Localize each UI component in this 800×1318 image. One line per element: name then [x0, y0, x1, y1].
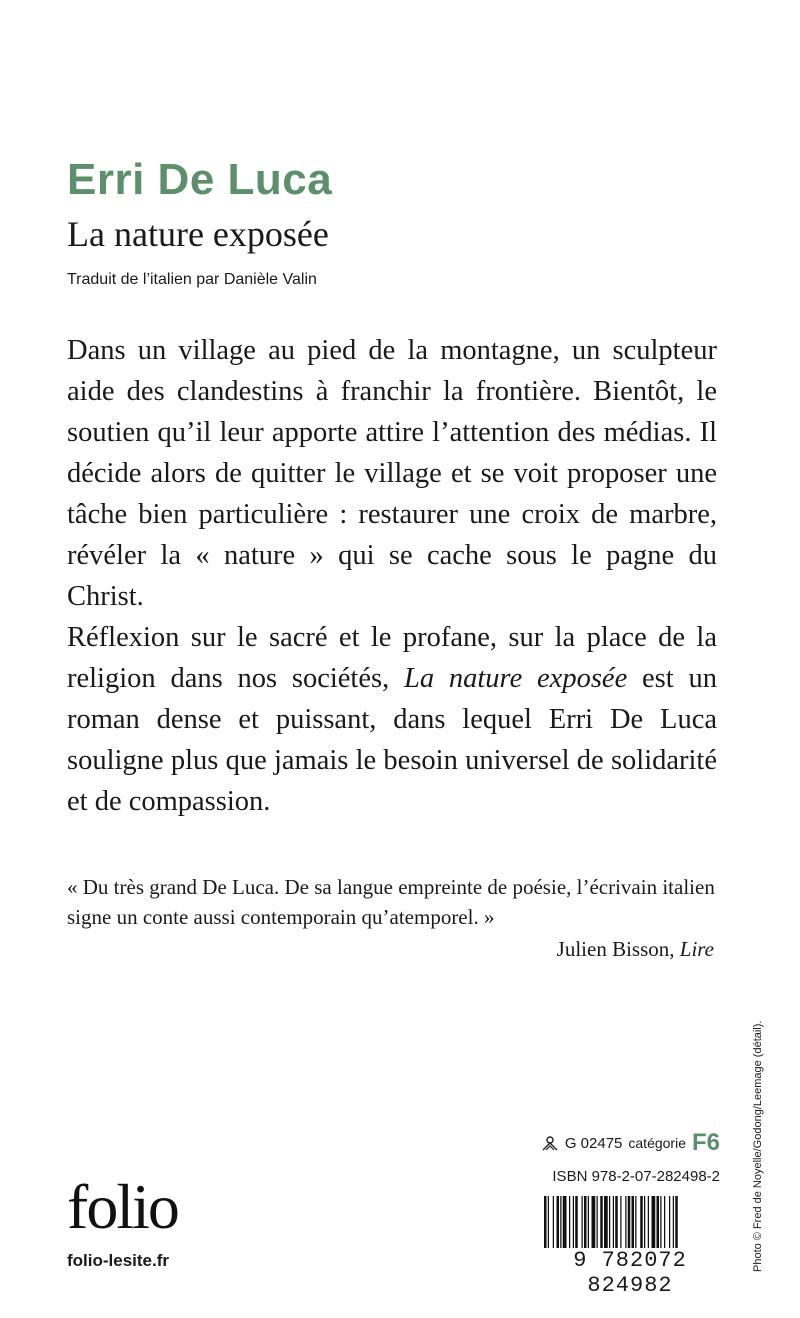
barcode-bar	[625, 1196, 626, 1248]
quote-source-name: Julien Bisson,	[556, 937, 680, 961]
author-name: Erri De Luca	[67, 155, 333, 204]
blurb-p2-end: est un roman dense et puissant, dans lequel Erri De Luca souligne plus que jamais le besoin universel de solidarité et de compassion.	[67, 663, 717, 817]
barcode-bar	[584, 1196, 587, 1248]
barcode-bar	[632, 1196, 635, 1248]
press-quote-source	[557, 934, 714, 964]
publisher-website: folio-lesite.fr	[67, 1251, 170, 1270]
blurb-p2-title: La nature exposée	[404, 663, 628, 694]
book-title: La nature exposée	[67, 214, 329, 254]
barcode-bar	[573, 1196, 574, 1248]
barcode-bar	[544, 1196, 547, 1248]
barcode-bar	[628, 1196, 631, 1248]
barcode-digits	[540, 1248, 720, 1298]
barcode-bar	[560, 1196, 561, 1248]
barcode-bar	[652, 1196, 656, 1248]
barcode-bar	[635, 1196, 636, 1248]
barcode-bar	[569, 1196, 570, 1248]
press-quote	[67, 872, 717, 932]
barcode-bar	[664, 1196, 665, 1248]
barcode-bar	[592, 1196, 596, 1248]
quote-source-publication: Lire	[679, 937, 714, 961]
barcode-bar	[615, 1196, 618, 1248]
barcode-bar	[673, 1196, 674, 1248]
barcode-bar	[553, 1196, 554, 1248]
barcode-bar	[657, 1196, 660, 1248]
press-quote-text: « Du très grand De Luca. De sa langue empreinte de poésie, l’écrivain italien signe un conte aussi contemporain qu’atemporel. »	[67, 875, 715, 929]
barcode-bar	[675, 1196, 678, 1248]
barcode-digits-text: 9 782072 824982	[573, 1248, 687, 1298]
blurb-p2-start: Réflexion sur le sacré et le profane, sur la place de la religion dans nos sociétés,	[67, 622, 717, 694]
barcode-bar	[563, 1196, 567, 1248]
barcode-bar	[669, 1196, 670, 1248]
translator-credit: Traduit de l’italien par Danièle Valin	[67, 271, 317, 288]
barcode-bar	[613, 1196, 614, 1248]
category-code: F6	[691, 1129, 720, 1156]
barcode-bar	[600, 1196, 603, 1248]
barcode-bar	[575, 1196, 578, 1248]
barcode-bar	[660, 1196, 661, 1248]
category-label: catégorie	[628, 1135, 686, 1151]
barcode-bar	[604, 1196, 608, 1248]
barcode-bar	[557, 1196, 560, 1248]
barcode-bar	[644, 1196, 645, 1248]
barcode-bar	[582, 1196, 583, 1248]
barcode-bars	[540, 1196, 720, 1248]
folio-logo: folio	[67, 1171, 178, 1242]
pulp-icon	[541, 1134, 559, 1152]
barcode-bar	[597, 1196, 598, 1248]
barcode-bar	[609, 1196, 610, 1248]
photo-credit: Photo © Fred de Noyelle/Godong/Leemage (détail).	[752, 1020, 764, 1272]
blurb-paragraph-2	[67, 617, 717, 822]
g-code: G 02475	[564, 1134, 623, 1152]
barcode-bar	[648, 1196, 649, 1248]
barcode-bar	[588, 1196, 589, 1248]
blurb	[67, 330, 717, 822]
barcode-bar	[640, 1196, 643, 1248]
barcode-bar	[548, 1196, 549, 1248]
barcode-bar	[620, 1196, 621, 1248]
blurb-paragraph-1: Dans un village au pied de la montagne, un sculpteur aide des clandestins à franchir la frontière. Bientôt, le soutien qu’il leur apporte attire l’attention des médias. Il décide alors de quitter le village et se voit proposer une tâche bien particulière : restaurer une croix de marbre, révéler la « nature » qui se cache sous le pagne du Christ.	[67, 335, 717, 612]
catalog-code-line	[540, 1131, 720, 1155]
isbn: ISBN 978-2-07-282498-2	[552, 1168, 720, 1185]
